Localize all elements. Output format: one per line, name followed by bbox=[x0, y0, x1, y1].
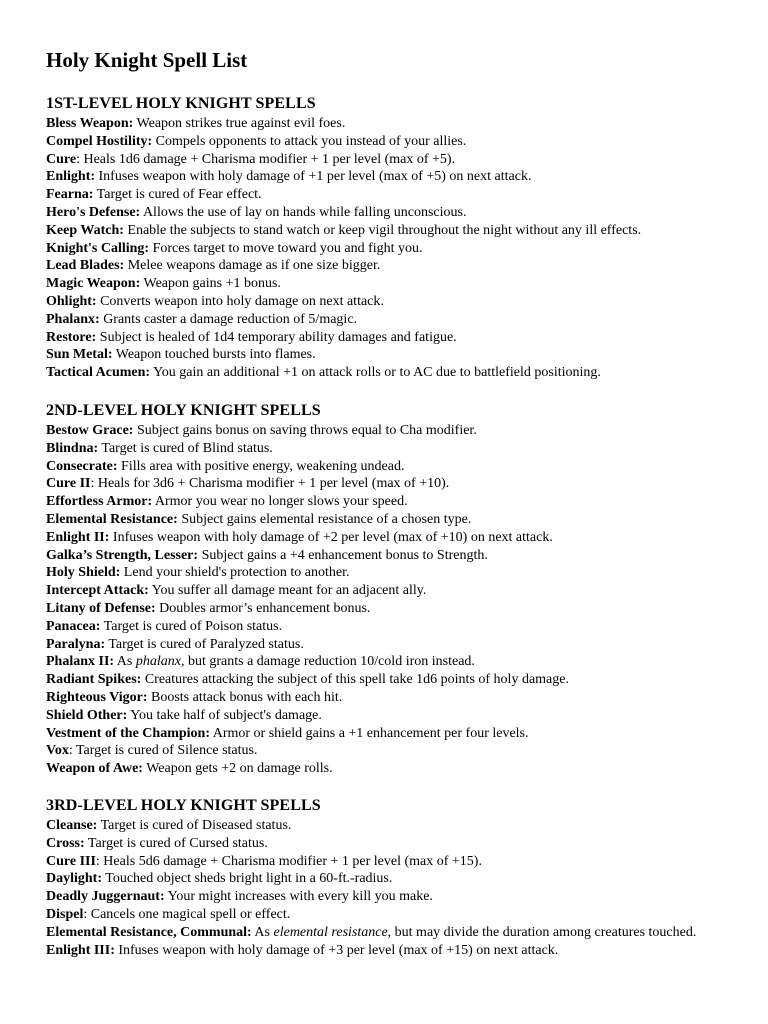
spell-description: You take half of subject's damage. bbox=[127, 707, 322, 723]
spell-description: : Target is cured of Silence status. bbox=[68, 743, 258, 759]
spell-entry bbox=[46, 493, 746, 511]
spell-entry bbox=[46, 888, 746, 906]
spell-reference: elemental resistance bbox=[273, 924, 388, 940]
spell-entry bbox=[46, 600, 746, 618]
spell-entry bbox=[46, 529, 746, 547]
spell-list bbox=[46, 817, 746, 959]
spell-description: Target is cured of Diseased status. bbox=[97, 818, 292, 833]
spell-name: Compel Hostility: bbox=[46, 133, 153, 149]
spell-description: Grants caster a damage reduction of 5/magic. bbox=[99, 311, 358, 327]
spell-description: Subject gains a +4 enhancement bonus to Strength. bbox=[198, 547, 488, 563]
spell-name: Paralyna: bbox=[46, 636, 106, 652]
spell-description: Subject is healed of 1d4 temporary ability damages and fatigue. bbox=[96, 329, 457, 345]
section-level-3 bbox=[46, 796, 746, 959]
spell-description: Boosts attack bonus with each hit. bbox=[147, 689, 343, 705]
spell-entry bbox=[46, 475, 746, 493]
spell-description: Weapon touched bursts into flames. bbox=[112, 347, 316, 363]
spell-description: Lend your shield's protection to another. bbox=[120, 565, 350, 581]
spell-entry bbox=[46, 653, 746, 671]
spell-name: Holy Shield: bbox=[46, 565, 121, 581]
section-level-1 bbox=[46, 94, 746, 382]
spell-description: Melee weapons damage as if one size bigger. bbox=[124, 258, 381, 274]
spell-entry bbox=[46, 311, 746, 329]
spell-name: Vox bbox=[46, 743, 69, 759]
spell-entry bbox=[46, 257, 746, 275]
spell-entry bbox=[46, 293, 746, 311]
spell-entry bbox=[46, 151, 746, 169]
spell-entry bbox=[46, 204, 746, 222]
spell-description: Weapon strikes true against evil foes. bbox=[133, 116, 346, 131]
document-title: Holy Knight Spell List bbox=[46, 48, 248, 72]
spell-name: Radiant Spikes: bbox=[46, 672, 142, 688]
spell-description: Target is cured of Paralyzed status. bbox=[105, 636, 304, 652]
section-heading: 1ST-LEVEL HOLY KNIGHT SPELLS bbox=[46, 95, 316, 112]
spell-description: Armor or shield gains a +1 enhancement per four levels. bbox=[209, 725, 529, 741]
spell-name: Deadly Juggernaut: bbox=[46, 889, 165, 905]
spell-entry bbox=[46, 618, 746, 636]
spell-entry bbox=[46, 760, 746, 778]
spell-name: Elemental Resistance, Communal: bbox=[46, 924, 252, 940]
spell-description: You suffer all damage meant for an adjacent ally. bbox=[148, 583, 427, 599]
section-level-2 bbox=[46, 401, 746, 778]
spell-entry bbox=[46, 329, 746, 347]
spell-entry bbox=[46, 240, 746, 258]
spell-description: Armor you wear no longer slows your speed. bbox=[152, 494, 408, 510]
spell-description: , but may divide the duration among creatures touched. bbox=[387, 924, 697, 940]
spell-name: Cleanse: bbox=[46, 818, 98, 833]
spell-description: Enable the subjects to stand watch or keep vigil throughout the night without any ill effects. bbox=[123, 222, 642, 238]
spell-entry bbox=[46, 817, 746, 835]
spell-entry bbox=[46, 168, 746, 186]
spell-description: Allows the use of lay on hands while falling unconscious. bbox=[140, 204, 467, 220]
spell-entry bbox=[46, 275, 746, 293]
spell-description: : Heals for 3d6 + Charisma modifier + 1 per level (max of +10). bbox=[90, 476, 450, 492]
spell-name: Enlight II: bbox=[46, 529, 110, 545]
spell-entry bbox=[46, 547, 746, 565]
spell-name: Enlight III: bbox=[46, 942, 115, 958]
spell-description: As bbox=[251, 924, 274, 940]
spell-description: Target is cured of Fear effect. bbox=[93, 187, 262, 203]
spell-entry bbox=[46, 636, 746, 654]
spell-name: Elemental Resistance: bbox=[46, 511, 178, 527]
spell-entry bbox=[46, 422, 746, 440]
spell-name: Magic Weapon: bbox=[46, 276, 141, 292]
spell-name: Sun Metal: bbox=[46, 347, 113, 363]
spell-name: Vestment of the Champion: bbox=[46, 725, 210, 741]
spell-description: : Cancels one magical spell or effect. bbox=[83, 906, 291, 922]
spell-name: Shield Other: bbox=[46, 707, 128, 723]
spell-entry bbox=[46, 458, 746, 476]
spell-entry bbox=[46, 582, 746, 600]
spell-description: Creatures attacking the subject of this spell take 1d6 points of holy damage. bbox=[141, 672, 569, 688]
spell-name: Weapon of Awe: bbox=[46, 761, 143, 777]
spell-description: Weapon gains +1 bonus. bbox=[140, 276, 281, 292]
spell-entry bbox=[46, 742, 746, 760]
spell-description: Target is cured of Poison status. bbox=[100, 618, 283, 634]
spell-name: Righteous Vigor: bbox=[46, 689, 148, 705]
spell-entry bbox=[46, 346, 746, 364]
spell-name: Tactical Acumen: bbox=[46, 365, 151, 381]
spell-entry bbox=[46, 186, 746, 204]
spell-description: You gain an additional +1 on attack rolls or to AC due to battlefield positioning. bbox=[150, 365, 601, 381]
spell-description: Infuses weapon with holy damage of +1 per level (max of +5) on next attack. bbox=[95, 169, 532, 185]
spell-entry bbox=[46, 906, 746, 924]
spell-reference: phalanx bbox=[135, 654, 181, 670]
spell-description: Forces target to move toward you and fight you. bbox=[149, 240, 423, 256]
spell-name: Panacea: bbox=[46, 618, 101, 634]
spell-name: Litany of Defense: bbox=[46, 600, 156, 616]
spell-description: Infuses weapon with holy damage of +2 per level (max of +10) on next attack. bbox=[109, 529, 553, 545]
spell-entry bbox=[46, 511, 746, 529]
spell-name: Galka’s Strength, Lesser: bbox=[46, 547, 199, 563]
spell-name: Enlight: bbox=[46, 169, 96, 185]
spell-name: Cure II bbox=[46, 476, 91, 492]
spell-name: Blindna: bbox=[46, 440, 99, 456]
spell-description: : Heals 1d6 damage + Charisma modifier + 1 per level (max of +5). bbox=[76, 151, 456, 167]
spell-description: Touched object sheds bright light in a 60-ft.-radius. bbox=[102, 871, 393, 887]
spell-entry bbox=[46, 924, 746, 942]
spell-description: Subject gains bonus on saving throws equal to Cha modifier. bbox=[133, 423, 477, 438]
spell-name: Bless Weapon: bbox=[46, 116, 134, 131]
spell-name: Ohlight: bbox=[46, 293, 97, 309]
spell-list bbox=[46, 115, 746, 382]
spell-entry bbox=[46, 942, 746, 960]
spell-description: As bbox=[114, 654, 136, 670]
spell-entry bbox=[46, 440, 746, 458]
spell-name: Intercept Attack: bbox=[46, 583, 149, 599]
spell-entry bbox=[46, 364, 746, 382]
spell-name: Daylight: bbox=[46, 871, 102, 887]
spell-entry bbox=[46, 835, 746, 853]
spell-description: Weapon gets +2 on damage rolls. bbox=[142, 761, 333, 777]
spell-description: Target is cured of Blind status. bbox=[98, 440, 273, 456]
spell-name: Fearna: bbox=[46, 187, 94, 203]
spell-list bbox=[46, 422, 746, 778]
spell-entry bbox=[46, 133, 746, 151]
spell-name: Bestow Grace: bbox=[46, 423, 134, 438]
spell-name: Knight's Calling: bbox=[46, 240, 150, 256]
spell-name: Consecrate: bbox=[46, 458, 118, 474]
spell-description: Converts weapon into holy damage on next attack. bbox=[96, 293, 384, 309]
spell-entry bbox=[46, 689, 746, 707]
spell-name: Cross: bbox=[46, 835, 85, 851]
section-heading: 3RD-LEVEL HOLY KNIGHT SPELLS bbox=[46, 797, 321, 814]
spell-entry bbox=[46, 222, 746, 240]
spell-description: Doubles armor’s enhancement bonus. bbox=[155, 600, 371, 616]
spell-entry bbox=[46, 707, 746, 725]
spell-description: : Heals 5d6 damage + Charisma modifier + 1 per level (max of +15). bbox=[95, 853, 482, 869]
spell-name: Hero's Defense: bbox=[46, 204, 141, 220]
spell-name: Lead Blades: bbox=[46, 258, 125, 274]
spell-entry bbox=[46, 853, 746, 871]
spell-name: Dispel bbox=[46, 906, 84, 922]
spell-description: Fills area with positive energy, weakening undead. bbox=[117, 458, 405, 474]
spell-entry bbox=[46, 870, 746, 888]
spell-name: Cure bbox=[46, 151, 77, 167]
spell-name: Phalanx: bbox=[46, 311, 100, 327]
spell-entry bbox=[46, 671, 746, 689]
spell-name: Restore: bbox=[46, 329, 97, 345]
spell-name: Cure III bbox=[46, 853, 96, 869]
spell-description: , but grants a damage reduction 10/cold iron instead. bbox=[180, 654, 475, 670]
section-heading: 2ND-LEVEL HOLY KNIGHT SPELLS bbox=[46, 402, 321, 419]
spell-entry bbox=[46, 564, 746, 582]
spell-name: Effortless Armor: bbox=[46, 494, 153, 510]
spell-entry bbox=[46, 115, 746, 133]
spell-description: Infuses weapon with holy damage of +3 per level (max of +15) on next attack. bbox=[114, 942, 559, 958]
spell-description: Target is cured of Cursed status. bbox=[84, 835, 268, 851]
spell-entry bbox=[46, 725, 746, 743]
spell-description: Subject gains elemental resistance of a chosen type. bbox=[177, 511, 472, 527]
spell-description: Your might increases with every kill you make. bbox=[164, 889, 433, 905]
spell-name: Keep Watch: bbox=[46, 222, 124, 238]
spell-name: Phalanx II: bbox=[46, 654, 115, 670]
spell-description: Compels opponents to attack you instead of your allies. bbox=[152, 133, 467, 149]
